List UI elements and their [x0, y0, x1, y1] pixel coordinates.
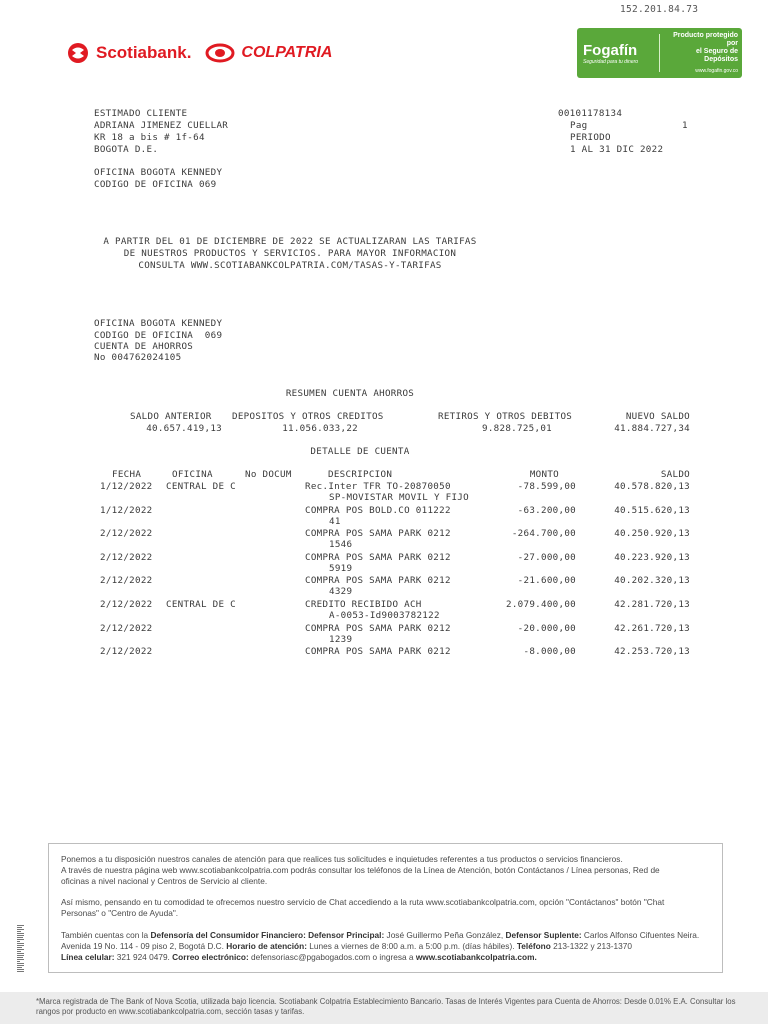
- address-line-4: BOGOTA D.E.: [94, 144, 159, 155]
- col-date: FECHA: [112, 469, 142, 480]
- notice-line-2: DE NUESTROS PRODUCTOS Y SERVICIOS. PARA MAYOR INFORMACION: [123, 248, 457, 259]
- account-type: CUENTA DE AHORROS: [94, 341, 194, 352]
- info-p3-def: Defensoría del Consumidor Financiero: Defensor Principal:: [150, 930, 385, 940]
- fogafin-name: Fogafín: [583, 41, 638, 59]
- row-description-2: 41: [329, 515, 341, 527]
- account-id: 00101178134: [558, 108, 623, 119]
- row-date: 2/12/2022: [100, 622, 153, 634]
- period-value: 1 AL 31 DIC 2022: [570, 144, 664, 155]
- ip-address: 152.201.84.73: [620, 4, 699, 15]
- row-description: COMPRA POS SAMA PARK 0212: [305, 528, 451, 540]
- info-p1c: oficinas a nivel nacional y Centros de Servicio al cliente.: [61, 876, 268, 886]
- info-p3-name2: Carlos Alfonso Cifuentes Neira.: [581, 930, 700, 940]
- summary-deposits: 11.056.033,22: [282, 423, 358, 434]
- row-description: COMPRA POS SAMA PARK 0212: [305, 575, 451, 587]
- summary-new-balance: 41.884.727,34: [614, 423, 690, 434]
- notice-line-3: CONSULTA WWW.SCOTIABANKCOLPATRIA.COM/TASAS-Y-TARIFAS: [138, 260, 442, 271]
- page-number: 1: [682, 120, 688, 131]
- info-p5-mail: Correo electrónico:: [172, 952, 249, 962]
- row-balance: 40.578.820,13: [614, 481, 690, 492]
- row-amount: -20.000,00: [517, 622, 576, 634]
- colpatria-wordmark: COLPATRIA: [241, 44, 333, 61]
- row-date: 1/12/2022: [100, 504, 153, 516]
- row-date: 2/12/2022: [100, 528, 153, 540]
- info-p5-celv: 321 924 0479.: [114, 952, 173, 962]
- summary-header-new: NUEVO SALDO: [625, 411, 690, 422]
- info-p2a: Así mismo, pensando en tu comodidad te ofrecemos nuestro servicio de Chat accediendo a la ruta www.scotiabankcolpatria.com, opción "Contáctanos" botón "Chat: [61, 897, 665, 907]
- colpatria-icon: [205, 42, 235, 64]
- row-description-2: SP-MOVISTAR MOVIL Y FIJO: [329, 492, 469, 503]
- office-line-2: CODIGO DE OFICINA 069: [94, 179, 217, 190]
- summary-header-withdrawals: RETIROS Y OTROS DEBITOS: [438, 411, 573, 422]
- address-line-1: ESTIMADO CLIENTE: [94, 108, 188, 119]
- office-line-1: OFICINA BOGOTA KENNEDY: [94, 167, 223, 178]
- row-date: 2/12/2022: [100, 551, 153, 563]
- info-p1a: Ponemos a tu disposición nuestros canales de atención para que realices tus solicitudes e inquietudes referentes a tus productos o servicios financieros.: [61, 854, 623, 864]
- row-date: 2/12/2022: [100, 575, 153, 587]
- customer-info-box: [48, 843, 723, 973]
- row-balance: 40.250.920,13: [614, 528, 690, 540]
- row-office: CENTRAL DE C: [166, 481, 236, 492]
- row-description-2: 4329: [329, 586, 353, 598]
- col-description: DESCRIPCION: [328, 469, 393, 480]
- fogafin-url: www.fogafin.gov.co: [695, 67, 739, 74]
- col-amount: MONTO: [529, 469, 559, 480]
- scotiabank-wordmark: Scotiabank.: [96, 43, 192, 62]
- info-p2b: Personas" o "Centro de Ayuda".: [61, 908, 179, 918]
- info-p3-sup: Defensor Suplente:: [505, 930, 582, 940]
- info-p1: [61, 854, 713, 887]
- info-p3-pre: También cuentas con la: [61, 930, 151, 940]
- row-amount: -264.700,00: [511, 528, 576, 540]
- customer-name: ADRIANA JIMENEZ CUELLAR: [94, 120, 229, 131]
- row-office: CENTRAL DE C: [166, 599, 236, 610]
- row-amount: -27.000,00: [517, 551, 576, 563]
- page-label: Pag: [570, 120, 588, 131]
- legal-footer: [0, 992, 768, 1024]
- col-office: OFICINA: [172, 469, 213, 480]
- fogafin-line2: el Seguro de Depósitos: [696, 47, 739, 63]
- row-amount: -78.599,00: [517, 481, 576, 492]
- row-date: 1/12/2022: [100, 481, 153, 492]
- bank-logo: [66, 40, 332, 66]
- row-amount: 2.079.400,00: [506, 599, 576, 610]
- row-description: COMPRA POS SAMA PARK 0212: [305, 551, 451, 563]
- summary-header-deposits: DEPOSITOS Y OTROS CREDITOS: [232, 411, 384, 422]
- detail-title: DETALLE DE CUENTA: [310, 446, 410, 457]
- summary-previous-balance: 40.657.419,13: [146, 423, 222, 434]
- info-p4-addr: Avenida 19 No. 114 - 09 piso 2, Bogotá D.C.: [61, 941, 227, 951]
- row-amount: -8.000,00: [523, 646, 576, 658]
- row-description-2: 1546: [329, 539, 353, 551]
- row-balance: 42.281.720,13: [614, 599, 690, 610]
- info-p5-cel: Línea celular:: [61, 952, 115, 962]
- row-amount: -21.600,00: [517, 575, 576, 587]
- row-description: Rec.Inter TFR TO-20870050: [305, 481, 451, 492]
- row-date: 2/12/2022: [100, 646, 153, 658]
- account-number: No 004762024105: [94, 352, 182, 363]
- info-p4-tel: Teléfono: [516, 941, 551, 951]
- legal-note: *Marca registrada de The Bank of Nova Scotia, utilizada bajo licencia. Scotiabank Colpatria Establecimiento Bancario. Tasas de Interés Vigentes para Cuenta de Ahorros: Desde 0.01% E.A. Consultar los rangos por producto en www.scotiabankcolpatria.com, sección tasas y tarifas.: [36, 997, 736, 1016]
- account-office: OFICINA BOGOTA KENNEDY: [94, 318, 223, 329]
- fogafin-line1: Producto protegido por: [673, 31, 739, 47]
- summary-header-previous: SALDO ANTERIOR: [130, 411, 212, 422]
- row-description: COMPRA POS BOLD.CO 011222: [305, 504, 451, 516]
- info-p3-name1: José Guillermo Peña González,: [384, 930, 506, 940]
- row-description: COMPRA POS SAMA PARK 0212: [305, 646, 451, 658]
- side-barcode: [17, 925, 24, 985]
- address-line-3: KR 18 a bis # 1f-64: [94, 132, 205, 143]
- info-p4-hours: Lunes a viernes de 8:00 a.m. a 5:00 p.m. (días hábiles).: [306, 941, 517, 951]
- info-p4-telv: 213-1322 y 213-1370: [550, 941, 632, 951]
- account-office-code: CODIGO DE OFICINA 069: [94, 330, 223, 341]
- row-balance: 40.223.920,13: [614, 551, 690, 563]
- scotiabank-icon: [66, 41, 90, 65]
- notice-line-1: A PARTIR DEL 01 DE DICIEMBRE DE 2022 SE ACTUALIZARAN LAS TARIFAS: [103, 236, 477, 247]
- col-doc: No DOCUM: [245, 469, 292, 480]
- col-balance: SALDO: [660, 469, 690, 480]
- info-p5-mailv: defensoriasc@pgabogados.com o ingresa a: [248, 952, 416, 962]
- info-defensor: [61, 930, 713, 963]
- row-balance: 40.202.320,13: [614, 575, 690, 587]
- row-description-2: 1239: [329, 633, 353, 645]
- summary-withdrawals: 9.828.725,01: [482, 423, 552, 434]
- info-p1b: A través de nuestra página web www.scotiabankcolpatria.com podrás consultar los teléfonos de la Línea de Atención, botón Contáctanos / Línea personas, Red de: [61, 865, 660, 875]
- info-p4-hor: Horario de atención:: [226, 941, 307, 951]
- summary-title: RESUMEN CUENTA AHORROS: [285, 388, 415, 399]
- fogafin-tagline: Seguridad para tu dinero: [583, 58, 639, 65]
- row-balance: 42.261.720,13: [614, 622, 690, 634]
- info-p5-web: www.scotiabankcolpatria.com.: [415, 952, 537, 962]
- row-balance: 42.253.720,13: [614, 646, 690, 658]
- fogafin-badge: [577, 28, 742, 78]
- info-p2: [61, 897, 713, 919]
- row-amount: -63.200,00: [517, 504, 576, 516]
- row-description-2: 5919: [329, 562, 353, 574]
- period-label: PERIODO: [570, 132, 611, 143]
- row-description: COMPRA POS SAMA PARK 0212: [305, 622, 451, 634]
- row-date: 2/12/2022: [100, 599, 153, 610]
- row-description: CREDITO RECIBIDO ACH: [305, 599, 422, 610]
- row-balance: 40.515.620,13: [614, 504, 690, 516]
- row-description-2: A-0053-Id9003782122: [329, 610, 440, 621]
